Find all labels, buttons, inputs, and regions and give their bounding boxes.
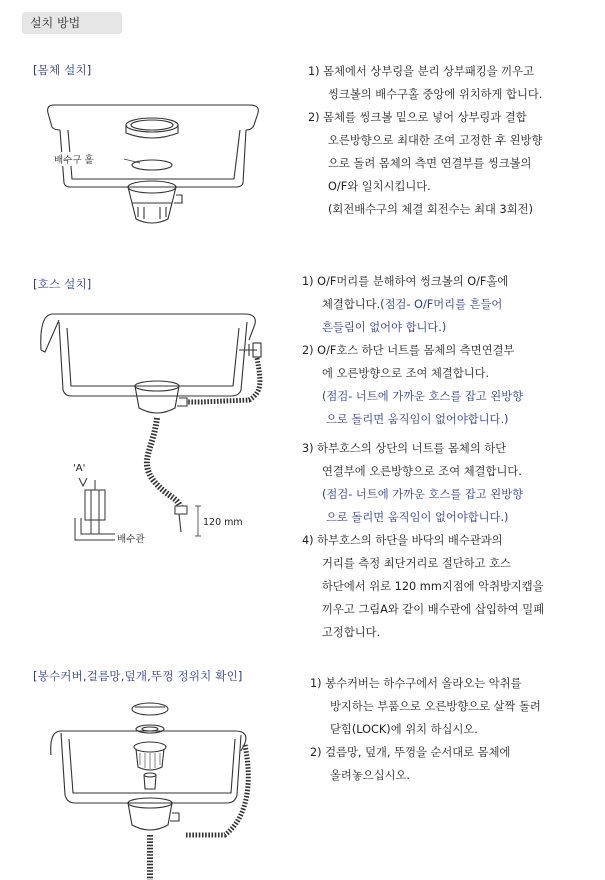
instruction-line: 닫힘(LOCK)에 위치 하십시오. (330, 723, 478, 736)
instruction-line: 오른방향으로 최대한 조여 고정한 후 왼방향 (328, 134, 543, 147)
instruction-line: 올려놓으십시오. (330, 769, 410, 782)
check-note: 흔들림이 없어야 합니다.) (322, 321, 447, 334)
instruction-line: 2) 걸름망, 덮개, 뚜껑을 순서대로 몸체에 (310, 746, 511, 759)
instruction-line: 고정합니다. (322, 626, 381, 639)
instruction-line: 1) 봉수커버는 하수구에서 올라오는 악취를 (310, 677, 522, 690)
check-note: 으로 돌리면 움직임이 없어야합니다.) (326, 413, 509, 426)
instruction-line: 2) 몸체를 씽크볼 밑으로 넣어 상부링과 결합 (308, 111, 527, 124)
section2-instructions (302, 270, 544, 644)
instruction-line: 에 오른방향으로 조여 체결합니다. (322, 367, 490, 380)
detail-label: 'A' (73, 463, 86, 474)
section1-instructions (308, 60, 542, 221)
check-note: (점검- 너트에 가까운 호스를 잡고 왼방향 (322, 488, 524, 501)
instruction-line: 으로 돌려 몸체의 측면 연결부를 씽크볼의 (328, 157, 532, 170)
parts-check-illustration (45, 695, 260, 880)
body-install-illustration (40, 95, 270, 235)
instruction-line: 씽크볼의 배수구홀 중앙에 위치하게 합니다. (328, 88, 543, 101)
instruction-line: 2) O/F호스 하단 너트를 몸체의 측면연결부 (302, 344, 515, 357)
instruction-line: (회전배수구의 체결 회전수는 최대 3회전) (328, 203, 533, 216)
dimension-label: 120 mm (203, 517, 243, 528)
drain-hole-callout: 배수구 홀 (54, 155, 94, 166)
check-note: (점검- O/F머리를 흔들어 (380, 298, 503, 311)
instruction-line: 하단에서 위로 120 mm지점에 악취방지캡을 (322, 580, 544, 593)
instruction-line: 3) 하부호스의 상단의 너트를 몸체의 하단 (302, 442, 507, 455)
check-note: 으로 돌리면 움직임이 없어야합니다.) (326, 511, 509, 524)
instruction-line: O/F와 일치시킵니다. (328, 180, 431, 193)
page-title: 설치 방법 (22, 12, 122, 34)
instruction-line: 방지하는 부품으로 오른방향으로 살짝 돌려 (330, 700, 541, 713)
section-heading-body-install: [몸체 설치] (33, 63, 92, 77)
section-heading-parts-check: [봉수커버,걸름망,덮개,뚜껑 정위치 확인] (33, 669, 243, 683)
section-heading-hose-install: [호스 설치] (33, 277, 92, 291)
section3-instructions (310, 672, 541, 787)
instruction-line: 연결부에 오른방향으로 조여 체결합니다. (322, 465, 522, 478)
hose-install-illustration (35, 300, 275, 560)
instruction-line: 1) O/F머리를 분해하여 씽크볼의 O/F홀에 (302, 275, 509, 288)
drain-pipe-label: 배수관 (117, 534, 145, 545)
instruction-line: 체결합니다. (322, 298, 381, 311)
instruction-line: 1) 몸체에서 상부링을 분리 상부패킹을 끼우고 (308, 65, 534, 78)
instruction-line: 거리를 측정 최단거리로 절단하고 호스 (322, 557, 511, 570)
check-note: (점검- 너트에 가까운 호스를 잡고 왼방향 (322, 390, 524, 403)
instruction-line: 4) 하부호스의 하단을 바닥의 배수관과의 (302, 534, 503, 547)
instruction-line: 끼우고 그림A와 같이 배수관에 삽입하여 밀폐 (322, 603, 545, 616)
